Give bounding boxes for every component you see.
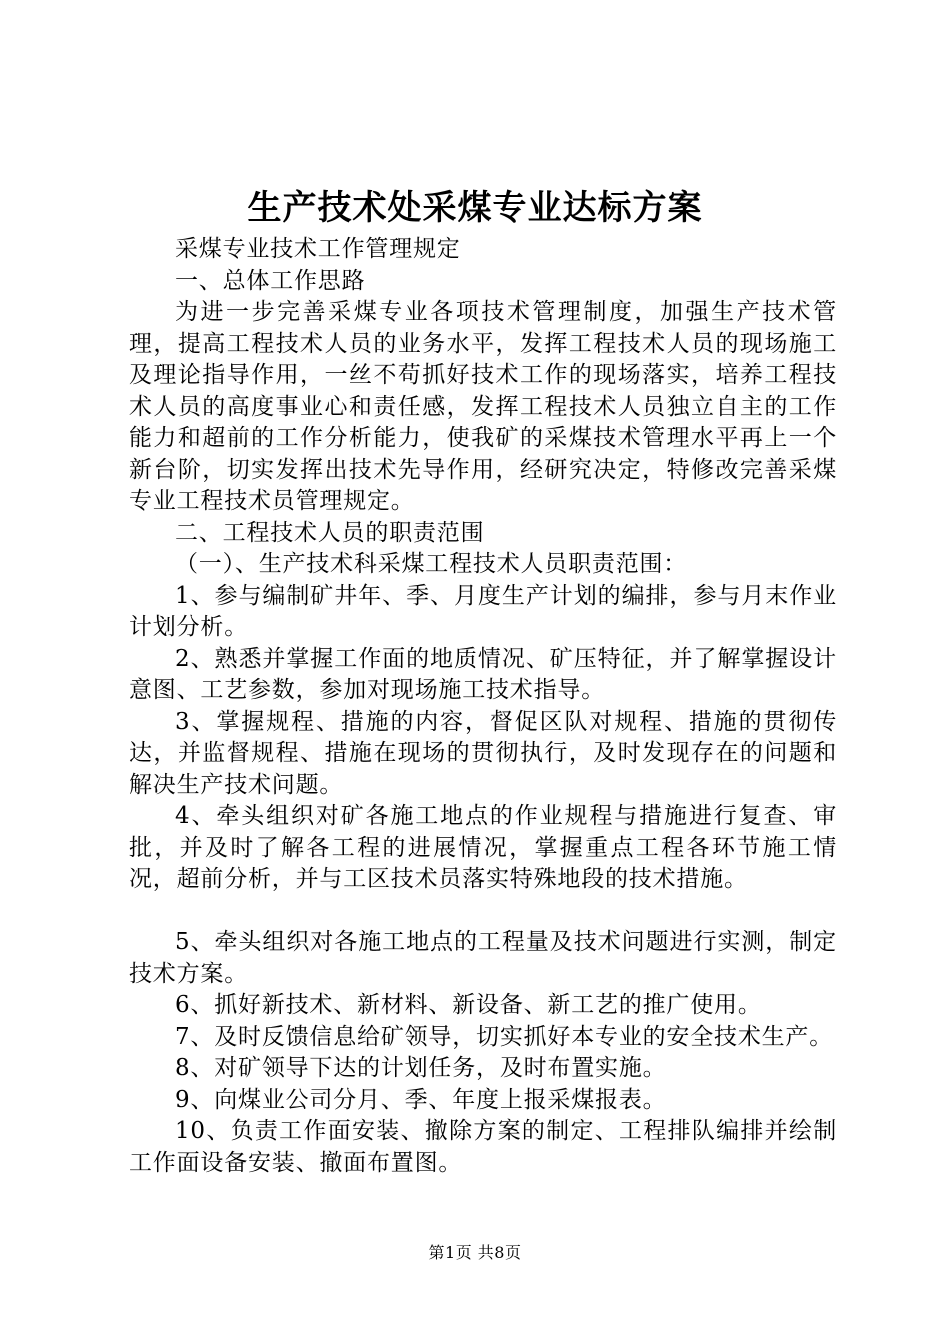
paragraph-item-3: 3、掌握规程、措施的内容，督促区队对规程、措施的贯彻传达，并监督规程、措施在现场的贯彻执行，及时发现存在的问题和解决生产技术问题。 <box>129 708 837 798</box>
document-body <box>129 234 837 1179</box>
paragraph-heading-2: 二、工程技术人员的职责范围 <box>175 519 485 546</box>
paragraph-subheading: （一）、生产技术科采煤工程技术人员职责范围： <box>175 551 688 577</box>
paragraph-item-10: 10、负责工作面安装、撤除方案的制定、工程排队编排并绘制工作面设备安装、撤面布置图。 <box>129 1118 837 1176</box>
paragraph-item-1: 1、参与编制矿井年、季、月度生产计划的编排，参与月末作业计划分析。 <box>129 582 837 640</box>
paragraph-item-6: 6、抓好新技术、新材料、新设备、新工艺的推广使用。 <box>175 992 762 1018</box>
paragraph-item-8: 8、对矿领导下达的计划任务，及时布置实施。 <box>175 1055 667 1081</box>
document-title: 生产技术处采煤专业达标方案 <box>247 188 703 228</box>
paragraph-blank <box>129 896 837 928</box>
paragraph-item-7: 7、及时反馈信息给矿领导，切实抓好本专业的安全技术生产。 <box>175 1023 834 1050</box>
paragraph-intro: 为进一步完善采煤专业各项技术管理制度，加强生产技术管理，提高工程技术人员的业务水平，发挥工程技术人员的现场施工及理论指导作用，一丝不苟抓好技术工作的现场落实，培养工程技术人员的高度事业心和责任感，发挥工程技术人员独立自主的工作能力和超前的工作分析能力，使我矿的采煤技术管理水平再上一个新台阶，切实发挥出技术先导作用，经研究决定，特修改完善采煤专业工程技术员管理规定。 <box>129 299 837 514</box>
paragraph-item-2: 2、熟悉并掌握工作面的地质情况、矿压特征，并了解掌握设计意图、工艺参数，参加对现场施工技术指导。 <box>129 645 837 703</box>
paragraph-item-5: 5、牵头组织对各施工地点的工程量及技术问题进行实测，制定技术方案。 <box>129 929 837 987</box>
paragraph-item-9: 9、向煤业公司分月、季、年度上报采煤报表。 <box>175 1086 667 1113</box>
paragraph-item-4: 4、牵头组织对矿各施工地点的作业规程与措施进行复查、审批，并及时了解各工程的进展情况，掌握重点工程各环节施工情况，超前分析，并与工区技术员落实特殊地段的技术措施。 <box>129 803 837 892</box>
paragraph-heading-1: 一、总体工作思路 <box>175 267 366 294</box>
page-number-footer: 第1页 共8页 <box>428 1243 522 1262</box>
paragraph-section-heading: 采煤专业技术工作管理规定 <box>175 236 461 262</box>
